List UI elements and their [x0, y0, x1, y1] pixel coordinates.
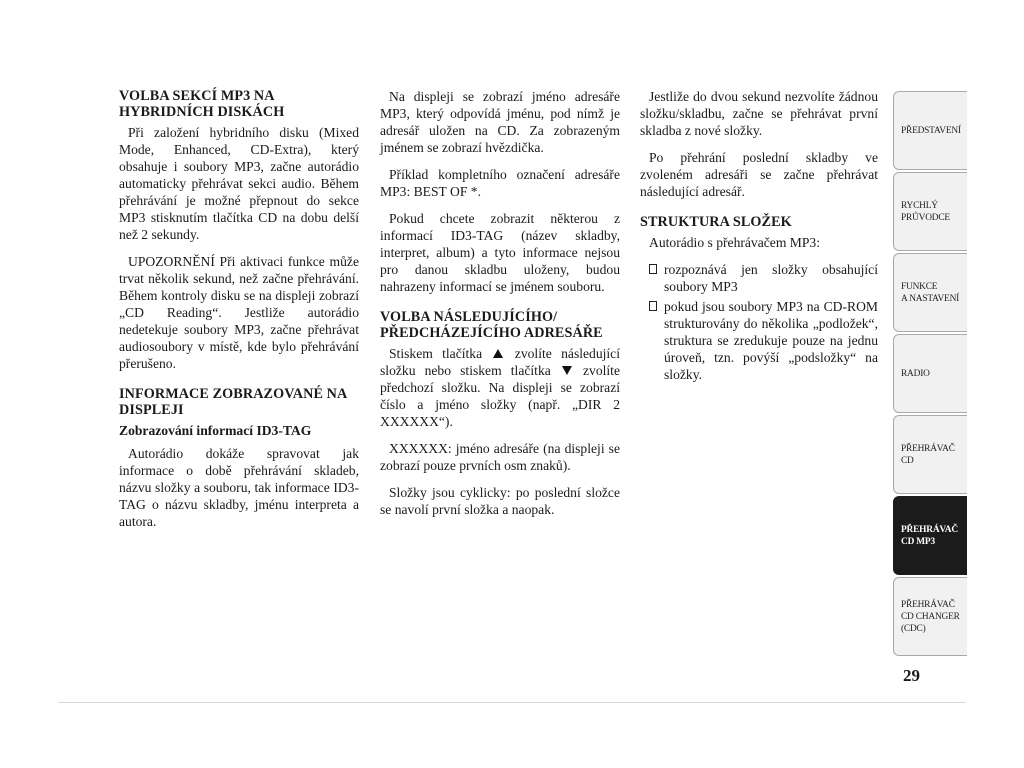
tab-prehravac-cd-changer[interactable]: PŘEHRÁVAČ CD CHANGER (CDC) — [893, 577, 967, 656]
list-item-text: pokud jsou soubory MP3 na CD-ROM strukturovány do několika „podložek“, struktura se zredukuje pouze na jednu úroveň, tzn. povýší „podsložky“ na složky. — [664, 299, 878, 382]
text-fragment: Stiskem tlačítka — [389, 346, 483, 361]
column-3 — [640, 88, 878, 386]
tab-predstaveni[interactable]: PŘEDSTAVENÍ — [893, 91, 967, 170]
footer-divider — [58, 702, 966, 703]
column-1 — [119, 88, 359, 540]
paragraph: Na displeji se zobrazí jméno adresáře MP3, který odpovídá jménu, pod nímž je adresář uložen na CD. Za zobrazeným jménem se zobrazí hvězdička. — [380, 89, 620, 155]
paragraph: Jestliže do dvou sekund nezvolíte žádnou složku/skladbu, začne se přehrávat první skladba z nové složky. — [640, 89, 878, 138]
paragraph: Při založení hybridního disku (Mixed Mode, Enhanced, CD-Extra), který obsahuje i soubory MP3, začne autorádio automaticky přehrávat sekci audio. Během přehrávání je možné přepnout do sekce MP3 stisknutím tlačítka CD na dobu delší než 2 sekundy. — [119, 125, 359, 242]
checkbox-bullet-icon — [649, 301, 657, 311]
section-heading-display-info: INFORMACE ZOBRAZOVANÉ NA DISPLEJI — [119, 386, 347, 418]
chapter-tabs — [893, 91, 967, 658]
paragraph: Příklad kompletního označení adresáře MP3: BEST OF *. — [380, 167, 620, 199]
checkbox-bullet-icon — [649, 264, 657, 274]
tab-prehravac-cd-mp3[interactable]: PŘEHRÁVAČ CD MP3 — [893, 496, 967, 575]
paragraph: Pokud chcete zobrazit některou z informací ID3-TAG (název skladby, interpret, album) a tyto informace nejsou pro danou skladbu uloženy, budou nahrazeny informací se jménem souboru. — [380, 211, 620, 294]
page-number: 29 — [903, 666, 920, 685]
section-heading-folder-structure: STRUKTURA SLOŽEK — [640, 214, 792, 230]
paragraph: Složky jsou cyklicky: po poslední složce se navolí první složka a naopak. — [380, 485, 620, 517]
tab-prehravac-cd[interactable]: PŘEHRÁVAČ CD — [893, 415, 967, 494]
warning-paragraph: UPOZORNĚNÍ Při aktivaci funkce může trvat několik sekund, než začne přehrávání. Během kontroly disku se na displeji zobrazí „CD Reading“. Jestliže autorádio nedetekuje soubory MP3, začne přehrávat audiosoubory v místě, kde bylo přehrávání přerušeno. — [119, 254, 359, 371]
paragraph: Autorádio s přehrávačem MP3: — [649, 235, 821, 250]
text-fragment: zvolíte předchozí složku. Na displeji se zobrazí číslo a jméno složky (např. „DIR 2 XXXXXX“). — [380, 363, 620, 429]
tab-radio[interactable]: RADIO — [893, 334, 967, 413]
section-heading-next-prev-folder: VOLBA NÁSLEDUJÍCÍHO/ PŘEDCHÁZEJÍCÍHO ADRESÁŘE — [380, 309, 603, 341]
text-fragment: zvolíte následující složku nebo stiskem tlačítka — [380, 346, 620, 378]
paragraph: Autorádio dokáže spravovat jak informace o době přehrávání skladeb, názvu složky a souboru, tak informace ID3-TAG o názvu skladby, jménu interpreta a autora. — [119, 446, 359, 529]
tab-funkce-a-nastaveni[interactable]: FUNKCE A NASTAVENÍ — [893, 253, 967, 332]
section-heading-mp3-hybrid: VOLBA SEKCÍ MP3 NA HYBRIDNÍCH DISKÁCH — [119, 88, 285, 120]
arrow-up-icon — [493, 349, 503, 358]
tab-rychly-pruvodce[interactable]: RYCHLÝ PRŮVODCE — [893, 172, 967, 251]
paragraph-folder-buttons — [380, 345, 620, 430]
list-item — [640, 261, 878, 295]
column-2 — [380, 88, 620, 528]
subheading-id3-tag: Zobrazování informací ID3-TAG — [119, 423, 312, 438]
paragraph: Po přehrání poslední skladby ve zvoleném adresáři se začne přehrávat následující adresář. — [640, 150, 878, 199]
arrow-down-icon — [562, 366, 572, 375]
paragraph: XXXXXX: jméno adresáře (na displeji se zobrazí pouze prvních osm znaků). — [380, 441, 620, 473]
list-item-text: rozpoznává jen složky obsahující soubory MP3 — [664, 262, 878, 294]
list-item — [640, 298, 878, 383]
bullet-list — [640, 261, 878, 383]
